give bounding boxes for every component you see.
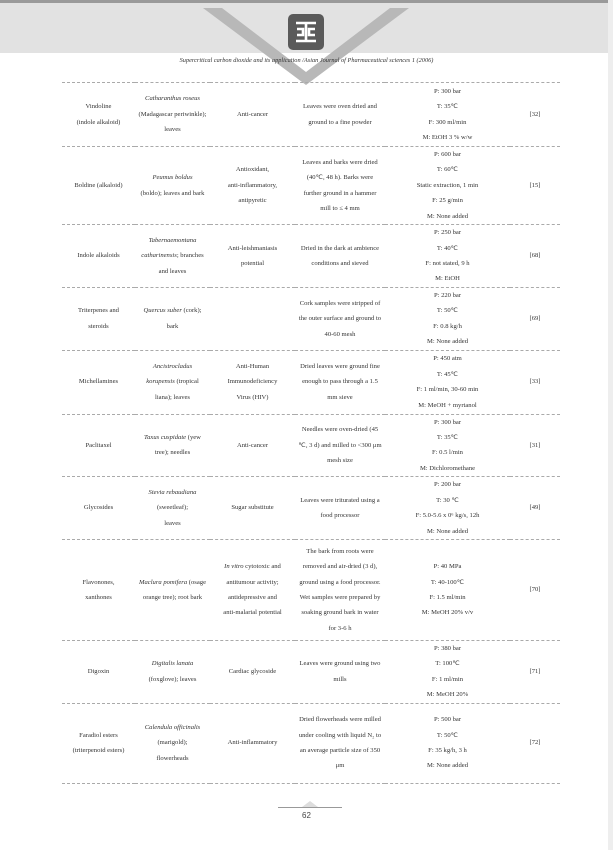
cell-source [135, 83, 210, 147]
cell-source [135, 350, 210, 414]
activity-line: Anti-inflammatory [227, 739, 278, 747]
conditions-line: M: None added [426, 527, 469, 535]
conditions-line: F: 0.8 kg/h [433, 322, 462, 330]
activity-line: Anti-Human [235, 363, 270, 371]
pretreatment-line: Cork samples were stripped of [299, 299, 381, 307]
conditions-line: M: None added [426, 338, 469, 346]
source-line: (foxglove); leaves [148, 675, 197, 683]
pretreatment-line: Dried in the dark at ambience [300, 244, 380, 252]
conditions-line: T: 50℃ [436, 307, 459, 315]
species-name: Quercus suber [143, 307, 182, 315]
conditions-line: T: 60℃ [436, 166, 459, 174]
conditions-line: M: Dichloromethane [419, 464, 476, 472]
cell-ref: [71] [510, 640, 560, 703]
pretreatment-line: removed and air-dried (3 d), [302, 563, 378, 571]
conditions-line: P: 450 atm [433, 355, 462, 363]
cell-conditions [385, 539, 510, 640]
cell-conditions [385, 147, 510, 225]
conditions-line: F: 1.5 ml/min [429, 593, 466, 601]
conditions-line: T: 30 ℃ [436, 496, 459, 504]
species-name: Tabernaemontana [148, 236, 197, 244]
source-line: (marigold); [157, 739, 188, 747]
cell-source [135, 225, 210, 288]
pretreatment-line: further ground in a hammer [303, 189, 377, 197]
conditions-line: T: 35℃ [436, 434, 459, 442]
compound-line: Digoxin [87, 668, 110, 676]
activity-line: Anti-cancer [236, 110, 269, 118]
conditions-line: M: None added [426, 762, 469, 770]
cell-conditions [385, 477, 510, 540]
conditions-line: P: 600 bar [433, 151, 462, 158]
source-line [137, 430, 208, 445]
activity-line: antipyretic [238, 197, 267, 205]
pretreatment-line: Leaves were oven dried and [303, 103, 377, 111]
cell-pretreatment [295, 477, 385, 540]
extraction-table [62, 82, 560, 784]
pretreatment-line: (40℃, 48 h). Barks were [306, 174, 374, 182]
species-name: Calendula officinalis [144, 723, 201, 731]
pretreatment-line: ground using a food processor. [299, 578, 381, 586]
pretreatment-line: mm sieve [327, 393, 353, 401]
conditions-line: F: not stated, 9 h [425, 260, 470, 268]
compound-line: Paclitaxel [85, 441, 112, 449]
source-line: (Madagascar periwinkle); [138, 110, 207, 118]
cell-source [135, 539, 210, 640]
conditions-line: T: 35℃ [436, 103, 459, 111]
cell-ref: [69] [510, 288, 560, 351]
pretreatment-line: Wet samples were prepared by [299, 593, 381, 601]
cell-ref: [32] [510, 83, 560, 147]
cell-pretreatment [295, 147, 385, 225]
pretreatment-line: an average particle size of 350 [299, 747, 381, 755]
cell-ref: [68] [510, 225, 560, 288]
source-line [137, 359, 208, 374]
source-line [137, 248, 208, 263]
pretreatment-line: food processor [320, 512, 360, 520]
conditions-line: T: 50℃ [436, 731, 459, 739]
pretreatment-line: for 3-6 h [328, 624, 352, 632]
cell-compound [62, 703, 135, 783]
cell-activity [210, 147, 295, 225]
cell-activity [210, 640, 295, 703]
source-line [137, 656, 208, 671]
species-name: catharinensis [141, 252, 177, 260]
activity-line: Cardiac glycoside [228, 668, 277, 676]
cell-pretreatment [295, 83, 385, 147]
table-row [62, 288, 560, 351]
conditions-line: M: MeOH 20% v/v [421, 609, 474, 617]
species-name: Taxus cuspidate [144, 434, 187, 442]
cell-compound [62, 640, 135, 703]
cell-compound [62, 83, 135, 147]
cell-ref: [31] [510, 414, 560, 477]
activity-line [212, 559, 293, 574]
compound-line: Vindoline [85, 103, 112, 111]
source-line: orange tree); root bark [142, 593, 203, 601]
pretreatment-line: Dried flowerheads were milled [299, 716, 381, 724]
cell-source [135, 477, 210, 540]
cell-conditions [385, 83, 510, 147]
pretreatment-line: mill to ≤ 4 mm [320, 204, 360, 212]
running-title: Supercritical carbon dioxide and its application /Asian Journal of Pharmaceutical sciences 1 (2006) [179, 57, 434, 64]
cell-activity [210, 350, 295, 414]
conditions-line: P: 300 bar [433, 418, 462, 426]
cell-source [135, 414, 210, 477]
activity-line: Antioxidant, [235, 166, 270, 174]
source-line [137, 170, 208, 185]
pretreatment-line: ℃, 3 d) and milled to <300 μm [298, 441, 382, 449]
cell-source [135, 703, 210, 783]
conditions-line: M: MeOH + myrtanol [418, 401, 477, 409]
table-row [62, 477, 560, 540]
conditions-line: P: 500 bar [433, 716, 462, 724]
cell-conditions [385, 350, 510, 414]
table-row [62, 414, 560, 477]
activity-line: anti-malarial potential [223, 609, 282, 617]
compound-line: Glycosides [83, 504, 114, 512]
source-line: leaves [164, 126, 181, 134]
cell-compound [62, 539, 135, 640]
pretreatment-line: Needles were oven-dried (45 [301, 426, 379, 434]
compound-line: (indole alkaloid) [76, 118, 121, 126]
pretreatment-line: The bark from roots were [306, 547, 374, 555]
compound-line: Boldine (alkaloid) [74, 181, 123, 189]
pretreatment-line: the outer surface and ground to [298, 315, 382, 323]
source-line [137, 91, 208, 106]
compound-line: Indole alkaloids [77, 252, 120, 260]
cell-compound [62, 225, 135, 288]
cell-pretreatment [295, 225, 385, 288]
conditions-line: F: 35 kg/h, 3 h [428, 747, 467, 755]
line-text: (yew [186, 434, 201, 442]
species-name: In vitro [224, 563, 244, 571]
source-line [137, 374, 208, 389]
conditions-line: M: None added [426, 212, 469, 220]
source-line [137, 233, 208, 248]
species-name: Digitalis lanata [151, 660, 194, 668]
conditions-line: P: 200 bar [433, 481, 462, 489]
cell-ref: [15] [510, 147, 560, 225]
cell-conditions [385, 703, 510, 783]
cell-ref: [33] [510, 350, 560, 414]
activity-line: Immunodeficiency [227, 378, 278, 386]
species-name: Ancistrocladus [152, 363, 193, 371]
cell-pretreatment [295, 350, 385, 414]
line-text: cytotoxic and [243, 563, 281, 571]
cell-pretreatment [295, 703, 385, 783]
activity-line: anti-inflammatory, [227, 181, 278, 189]
conditions-line: F: 1 ml/min [431, 675, 464, 683]
pretreatment-line: Leaves were ground using two [299, 660, 381, 668]
pretreatment-line: mesh size [327, 457, 353, 465]
compound-line: xanthones [85, 593, 112, 601]
table-row [62, 350, 560, 414]
cell-conditions [385, 225, 510, 288]
cell-pretreatment [295, 414, 385, 477]
table-row [62, 539, 560, 640]
pretreatment-line: Dried leaves were ground fine [300, 363, 380, 371]
cell-compound [62, 288, 135, 351]
pretreatment-line: under cooling with liquid N₂ to [298, 731, 382, 739]
activity-line: antidepressive and [228, 593, 277, 601]
cell-compound [62, 477, 135, 540]
pretreatment-line: enough to pass through a 1.5 [302, 378, 378, 386]
pretreatment-line: Leaves were triturated using a [300, 496, 380, 504]
cell-activity [210, 83, 295, 147]
pretreatment-line: conditions and sieved [311, 260, 369, 268]
conditions-line: F: 0.5 l/min [432, 449, 463, 457]
activity-line: antitumour activity; [226, 578, 279, 586]
source-line: tree); needles [154, 449, 191, 457]
source-line: flowerheads [156, 754, 189, 762]
cell-activity [210, 477, 295, 540]
cell-ref: [70] [510, 539, 560, 640]
conditions-line: T: 100℃ [435, 660, 460, 668]
conditions-line: T: 40℃ [436, 244, 459, 252]
conditions-line: M: EtOH [435, 275, 460, 283]
cell-ref: [72] [510, 703, 560, 783]
cell-pretreatment [295, 640, 385, 703]
pretreatment-line: soaking ground bark in water [301, 609, 379, 617]
pretreatment-line: ground to a fine powder [308, 118, 372, 126]
conditions-line: Static extraction, 1 min [416, 181, 479, 189]
activity-line: potential [240, 260, 265, 268]
cell-compound [62, 414, 135, 477]
cell-conditions [385, 640, 510, 703]
activity-line: Virus (HIV) [236, 393, 269, 401]
pretreatment-line: Leaves and barks were dried [302, 158, 378, 166]
source-line: (sweetleaf); [156, 504, 189, 512]
cell-activity [210, 225, 295, 288]
cell-ref: [49] [510, 477, 560, 540]
cell-pretreatment [295, 288, 385, 351]
source-line [137, 575, 208, 590]
source-line: leaves [164, 519, 181, 527]
conditions-line: T: 45℃ [436, 370, 459, 378]
pretreatment-line: μm [335, 762, 345, 770]
conditions-line: F: 300 ml/min [428, 118, 467, 126]
source-line [137, 720, 208, 735]
species-name: Peumus boldus [152, 174, 193, 182]
conditions-line: P: 40 MPa [433, 563, 462, 571]
cell-compound [62, 147, 135, 225]
cell-activity [210, 539, 295, 640]
compound-line: Michellamines [78, 378, 119, 386]
conditions-line: F: 25 g/min [432, 197, 463, 205]
species-name: Catharanthus roseus [145, 95, 200, 103]
cell-source [135, 288, 210, 351]
conditions-line: P: 300 bar [433, 87, 462, 95]
cell-compound [62, 350, 135, 414]
pretreatment-line: mills [333, 675, 347, 683]
compound-line: Flavonones, [82, 578, 115, 586]
source-line: and leaves [158, 267, 187, 275]
compound-line: steroids [88, 322, 109, 330]
table-row [62, 83, 560, 147]
species-name: Stevia rebaudiana [148, 488, 197, 496]
page-number-rule [278, 807, 342, 808]
compound-line: (triterpenoid esters) [72, 747, 125, 755]
pretreatment-line: 40-60 mesh [324, 330, 356, 338]
conditions-line: P: 220 bar [433, 292, 462, 300]
conditions-line: M: EtOH 3 % w/w [422, 133, 473, 141]
source-line: (boldo); leaves and bark [140, 189, 205, 197]
cell-source [135, 147, 210, 225]
table-row [62, 147, 560, 225]
compound-line: Faradiol esters [79, 731, 118, 739]
line-text: (cork); [181, 307, 202, 315]
table-row [62, 640, 560, 703]
source-line: liana); leaves [155, 393, 190, 401]
cell-activity [210, 703, 295, 783]
source-line [137, 303, 208, 318]
conditions-line: T: 40-100℃ [430, 578, 465, 586]
journal-logo-icon [288, 14, 324, 50]
source-line [137, 485, 208, 500]
cell-conditions [385, 288, 510, 351]
page-edge [608, 0, 613, 850]
conditions-line: F: 1 ml/min, 30-60 min [416, 386, 479, 394]
line-text: (tropical [174, 378, 199, 386]
conditions-line: P: 380 bar [433, 644, 462, 652]
cell-source [135, 640, 210, 703]
activity-line: Anti-cancer [236, 441, 269, 449]
conditions-line: F: 5.0-5.6 x 0⁶ kg/s, 12h [415, 512, 480, 520]
cell-pretreatment [295, 539, 385, 640]
activity-line: Sugar substitute [231, 504, 274, 512]
conditions-line: M: MeOH 20% [426, 691, 469, 699]
compound-line: Triterpenes and [78, 307, 119, 315]
page-number: 62 [302, 811, 311, 820]
table-row [62, 703, 560, 783]
cell-conditions [385, 414, 510, 477]
line-text: ; branches [176, 252, 204, 260]
table-row [62, 225, 560, 288]
source-line: bark [166, 322, 179, 330]
activity-line: Anti-leishmaniasis [227, 244, 278, 252]
conditions-line: P: 250 bar [433, 229, 462, 237]
species-name: korupensis [146, 378, 175, 386]
cell-activity [210, 414, 295, 477]
species-name: Maclura pomifera [138, 578, 188, 586]
line-text: (osage [187, 578, 207, 586]
cell-activity [210, 288, 295, 351]
